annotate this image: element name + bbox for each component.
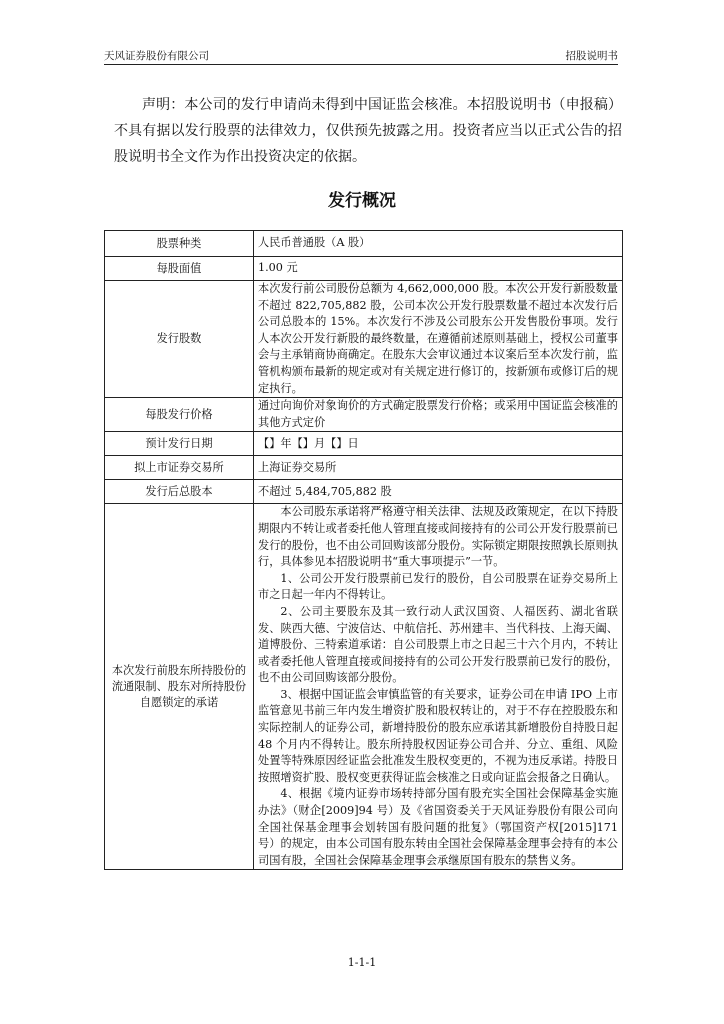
row-key: 发行股数 <box>105 281 254 398</box>
table-row <box>105 257 623 281</box>
row-key: 发行后总股本 <box>105 480 254 504</box>
row-key: 股票种类 <box>105 231 254 257</box>
lockup-paragraph: 2、公司主要股东及其一致行动人武汉国资、人福医药、湖北省联发、陕西大德、宁波信达、中航信托、苏州建丰、当代科技、上海天阖、道博股份、三特索道承诺：自公司股票上市之日起三十六个月内，不转让或者委托他人管理直接或间接持有的公司公开发行股票前已发行的股份，也不由公司回购该部分股份。 <box>258 604 618 685</box>
header-doc-type: 招股说明书 <box>565 50 618 62</box>
row-key: 本次发行前股东所持股份的流通限制、股东对所持股份自愿锁定的承诺 <box>105 504 254 870</box>
table-row <box>105 480 623 504</box>
table-row <box>105 432 623 456</box>
lockup-paragraph: 4、根据《境内证券市场转持部分国有股充实全国社会保障基金实施办法》（财企[2009]94 号）及《省国资委关于天风证券股份有限公司向全国社保基金理事会划转国有股问题的批复》（鄂国资产权[2015]171 号）的规定，由本公司国有股东转由全国社会保障基金理事会持有的本公司国有股，全国社会保障基金理事会承继原国有股东的禁售义务。 <box>258 787 618 867</box>
row-value: 人民币普通股（A 股） <box>254 231 623 257</box>
row-value: 【】年【】月【】日 <box>254 432 623 456</box>
lockup-paragraph: 3、根据中国证监会审慎监管的有关要求，证券公司在申请 IPO 上市监管意见书前三年内发生增资扩股和股权转让的，对于不存在控股股东和实际控制人的证券公司，新增持股份的股东应承诺其新增股份自持股日起 48 个月内不得转让。股东所持股权因证券公司合并、分立、重组、风险处置等特殊原因经证监会批准发生股权变更的，不视为违反承诺。持股日按照增资扩股、股权变更获得证监会核准之日或向证监会报备之日确认。 <box>258 687 618 784</box>
table-row <box>105 281 623 398</box>
page-header <box>104 46 618 65</box>
section-title: 发行概况 <box>328 191 396 211</box>
lockup-paragraph: 本公司股东承诺将严格遵守相关法律、法规及政策规定，在以下持股期限内不转让或者委托他人管理直接或间接持有的公司公开发行股票前已发行的股份，也不由公司回购该部分股份。实际锁定期限按照孰长原则执行，具体参见本招股说明书“重大事项提示”一节。 <box>258 505 618 569</box>
row-value: 上海证券交易所 <box>254 456 623 480</box>
header-company: 天风证券股份有限公司 <box>104 50 209 62</box>
row-value: 1.00 元 <box>254 257 623 281</box>
table-row <box>105 398 623 432</box>
table-row <box>105 456 623 480</box>
table-row <box>105 231 623 257</box>
row-key: 拟上市证券交易所 <box>105 456 254 480</box>
row-value: 通过向询价对象询价的方式确定股票发行价格；或采用中国证监会核准的其他方式定价 <box>254 398 623 432</box>
page-number: 1-1-1 <box>347 956 377 969</box>
offering-overview-table <box>104 230 623 870</box>
row-key: 预计发行日期 <box>105 432 254 456</box>
row-value <box>254 504 623 870</box>
row-value: 不超过 5,484,705,882 股 <box>254 480 623 504</box>
declaration-paragraph: 声明：本公司的发行申请尚未得到中国证监会核准。本招股说明书（申报稿）不具有据以发行股票的法律效力，仅供预先披露之用。投资者应当以正式公告的招股说明书全文作为作出投资决定的依据。 <box>114 97 622 165</box>
row-key: 每股发行价格 <box>105 398 254 432</box>
table-row <box>105 504 623 870</box>
row-key: 每股面值 <box>105 257 254 281</box>
row-value: 本次发行前公司股份总额为 4,662,000,000 股。本次公开发行新股数量不超过 822,705,882 股，公司本次公开发行股票数量不超过本次发行后公司总股本的 15%。本次发行不涉及公司股东公开发售股份事项。发行人本次公开发行新股的最终数量，在遵循前述原则基础上，授权公司董事会与主承销商协商确定。在股东大会审议通过本议案后至本次发行前，监管机构颁布最新的规定或对有关规定进行修订的，按新颁布或修订后的规定执行。 <box>254 281 623 398</box>
lockup-paragraph: 1、公司公开发行股票前已发行的股份，自公司股票在证券交易所上市之日起一年内不得转让。 <box>258 571 618 602</box>
